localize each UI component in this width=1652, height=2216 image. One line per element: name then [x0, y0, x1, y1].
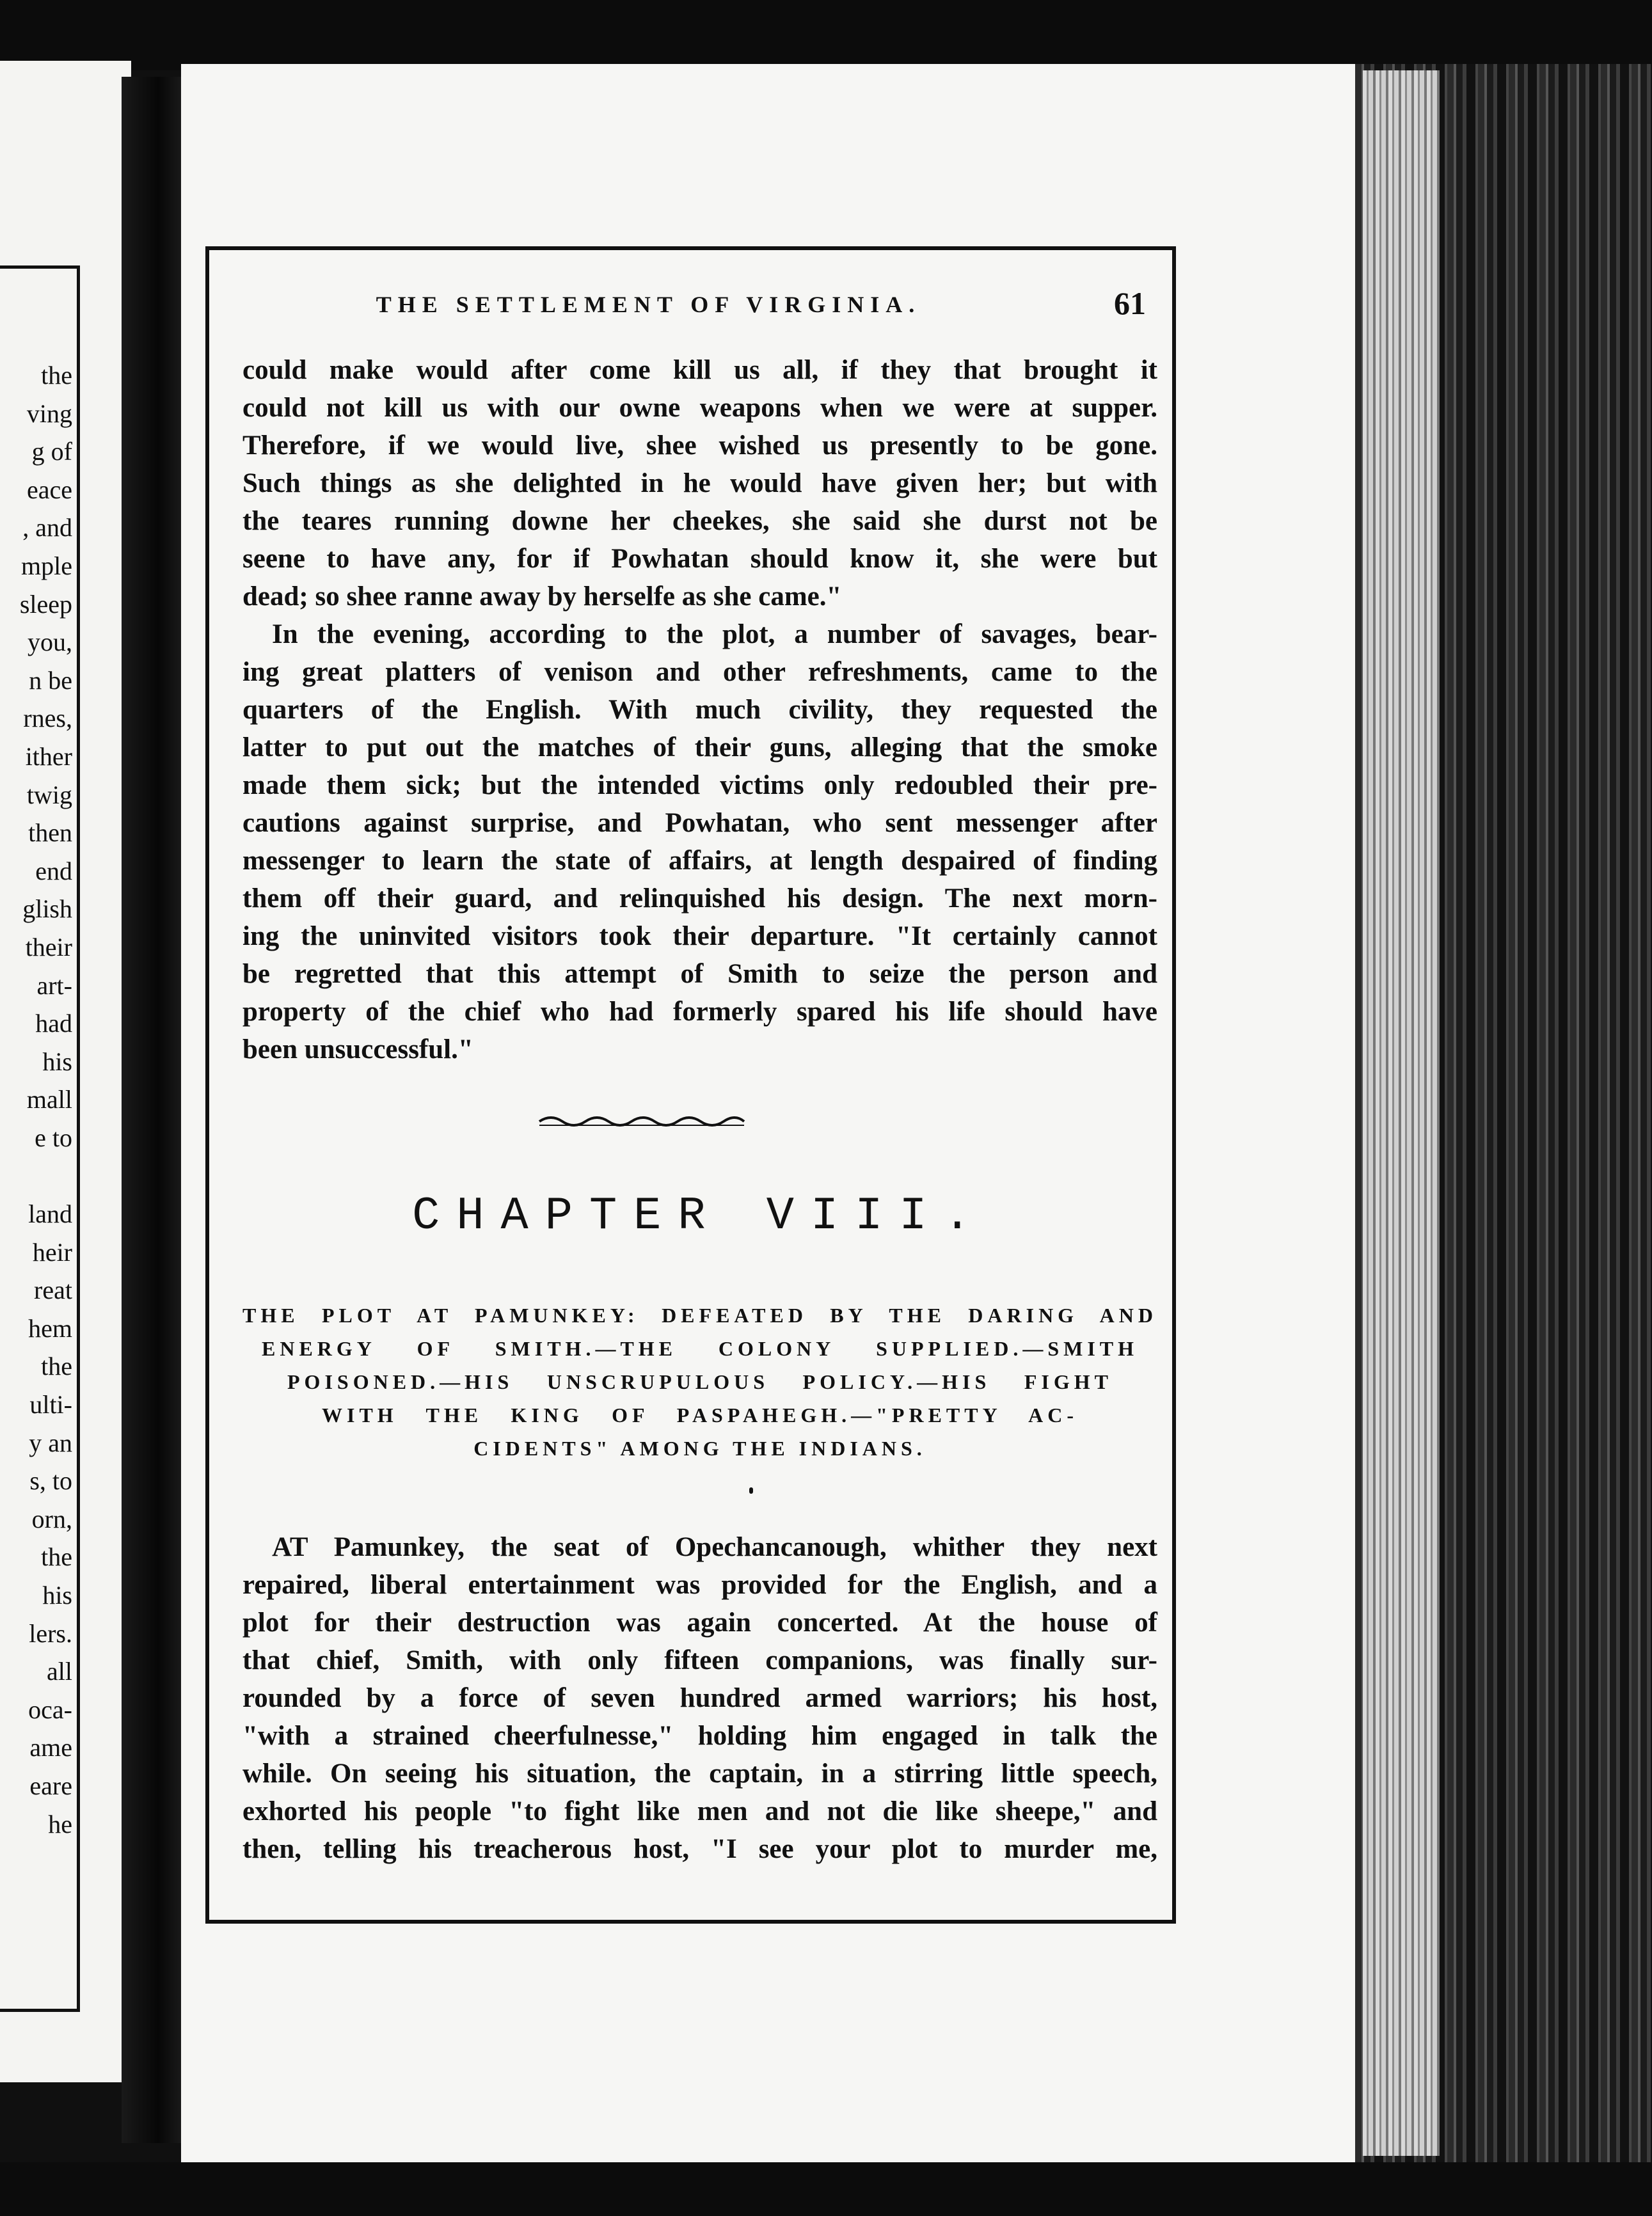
left-page-fragment: mall: [26, 1085, 72, 1114]
body-line: cautions against surprise, and Powhatan, who sent messenger after: [242, 808, 1157, 838]
body-line: ing great platters of venison and other refreshments, came to the: [242, 657, 1157, 687]
left-page-fragment: orn,: [31, 1504, 72, 1533]
body-line: that chief, Smith, with only fifteen companions, was finally sur-: [242, 1645, 1157, 1675]
left-page-fragment: his: [42, 1581, 72, 1610]
body-line: Such things as she delighted in he would have given her; but with: [242, 468, 1157, 498]
left-facing-page: [0, 61, 131, 2082]
body-line: them off their guard, and relinquished his design. The next morn-: [242, 883, 1157, 914]
left-page-fragment: g of: [31, 437, 72, 466]
body-line: latter to put out the matches of their guns, alleging that the smoke: [242, 732, 1157, 763]
page-number: 61: [1114, 285, 1146, 321]
left-page-fragment: had: [35, 1009, 72, 1038]
body-line: seene to have any, for if Powhatan should know it, she were but: [242, 544, 1157, 574]
summary-divider-dot: [749, 1487, 753, 1494]
left-page-fragment: twig: [26, 780, 72, 809]
left-page-fragment: y an: [29, 1428, 72, 1457]
body-line: could make would after come kill us all, if they that brought it: [242, 355, 1157, 385]
body-line: "with a strained cheerfulnesse," holding him engaged in talk the: [242, 1721, 1157, 1751]
chapter-summary-line: THE PLOT AT PAMUNKEY: DEFEATED BY THE DARING AND: [242, 1304, 1157, 1327]
left-page-fragment: his: [42, 1047, 72, 1076]
left-page-fragment: the: [41, 361, 72, 390]
left-page-fragment: all: [47, 1657, 72, 1686]
left-page-fragment: mple: [21, 551, 72, 580]
body-line: exhorted his people "to fight like men and not die like sheepe," and: [242, 1796, 1157, 1826]
body-line: been unsuccessful.": [242, 1034, 473, 1064]
body-line: messenger to learn the state of affairs, at length despaired of finding: [242, 846, 1157, 876]
body-line: made them sick; but the intended victims only redoubled their pre-: [242, 770, 1157, 800]
left-page-fragment: art-: [36, 970, 72, 1000]
left-page-fragment: then: [28, 818, 72, 848]
book-gutter: [122, 77, 182, 2143]
left-page-text-fragments: [0, 356, 72, 1843]
left-page-fragment: eace: [26, 475, 72, 504]
left-page-fragment: the: [41, 1542, 72, 1572]
left-page-fragment: their: [25, 932, 72, 962]
left-page-fragment: ving: [26, 399, 72, 428]
chapter-summary-line: CIDENTS" AMONG THE INDIANS.: [473, 1437, 926, 1460]
left-page-fragment: n be: [29, 665, 72, 695]
left-page-fragment: sleep: [19, 589, 72, 619]
left-page-fragment: lers.: [29, 1618, 72, 1648]
body-line: then, telling his treacherous host, "I see your plot to murder me,: [242, 1834, 1157, 1864]
body-line: rounded by a force of seven hundred armed warriors; his host,: [242, 1683, 1157, 1713]
left-page-fragment: eare: [29, 1771, 72, 1800]
body-line: In the evening, according to the plot, a number of savages, bear-: [272, 619, 1157, 649]
running-head: [257, 285, 1146, 323]
body-line: could not kill us with our owne weapons when we were at supper.: [242, 393, 1157, 423]
chapter-summary-line: WITH THE KING OF PASPAHEGH.—"PRETTY AC-: [322, 1404, 1078, 1427]
body-line: AT Pamunkey, the seat of Opechancanough, whither they next: [272, 1532, 1157, 1562]
body-line: the teares running downe her cheekes, she said she durst not be: [242, 506, 1157, 536]
left-page-fragment: reat: [34, 1276, 72, 1305]
body-line: be regretted that this attempt of Smith to seize the person and: [242, 959, 1157, 989]
left-page-fragment: ulti-: [29, 1390, 72, 1420]
left-page-fragment: end: [35, 856, 72, 885]
left-page-fragment: s, to: [29, 1466, 72, 1496]
left-page-fragment: ame: [29, 1733, 72, 1762]
chapter-summary-line: POISONED.—HIS UNSCRUPULOUS POLICY.—HIS FIGHT: [287, 1370, 1113, 1393]
scan-top-border: [0, 0, 1652, 70]
body-line: while. On seeing his situation, the captain, in a stirring little speech,: [242, 1759, 1157, 1789]
body-line: plot for their destruction was again concerted. At the house of: [242, 1608, 1157, 1638]
book-page-edges-light: [1363, 70, 1440, 2156]
body-line: Therefore, if we would live, shee wished us presently to be gone.: [242, 431, 1157, 461]
left-page-fragment: rnes,: [23, 704, 72, 733]
left-page-fragment: glish: [22, 894, 72, 924]
left-page-fragment: [0, 1157, 72, 1195]
body-line: quarters of the English. With much civility, they requested the: [242, 695, 1157, 725]
running-head-title: THE SETTLEMENT OF VIRGINIA.: [376, 292, 921, 317]
body-line: ing the uninvited visitors took their departure. "It certainly cannot: [242, 921, 1157, 951]
chapter-summary-line: ENERGY OF SMITH.—THE COLONY SUPPLIED.—SMITH: [262, 1337, 1138, 1360]
left-page-fragment: , and: [22, 513, 72, 542]
main-page: [181, 64, 1371, 2162]
left-page-fragment: e to: [35, 1123, 72, 1152]
body-line: dead; so shee ranne away by herselfe as she came.": [242, 582, 842, 612]
body-line: property of the chief who had formerly spared his life should have: [242, 997, 1157, 1027]
left-page-fragment: oca-: [28, 1695, 72, 1724]
left-page-fragment: ither: [25, 741, 72, 771]
scan-bottom-border: [0, 2162, 1652, 2216]
left-page-fragment: land: [28, 1199, 72, 1229]
left-page-fragment: the: [41, 1352, 72, 1381]
left-page-fragment: heir: [32, 1237, 72, 1267]
wavy-rule-ornament: [533, 1110, 751, 1133]
left-page-fragment: he: [48, 1809, 72, 1839]
body-line: repaired, liberal entertainment was provided for the English, and a: [242, 1570, 1157, 1600]
left-page-fragment: hem: [28, 1313, 72, 1343]
chapter-title: CHAPTER VIII.: [412, 1190, 988, 1242]
left-page-fragment: you,: [28, 628, 72, 657]
